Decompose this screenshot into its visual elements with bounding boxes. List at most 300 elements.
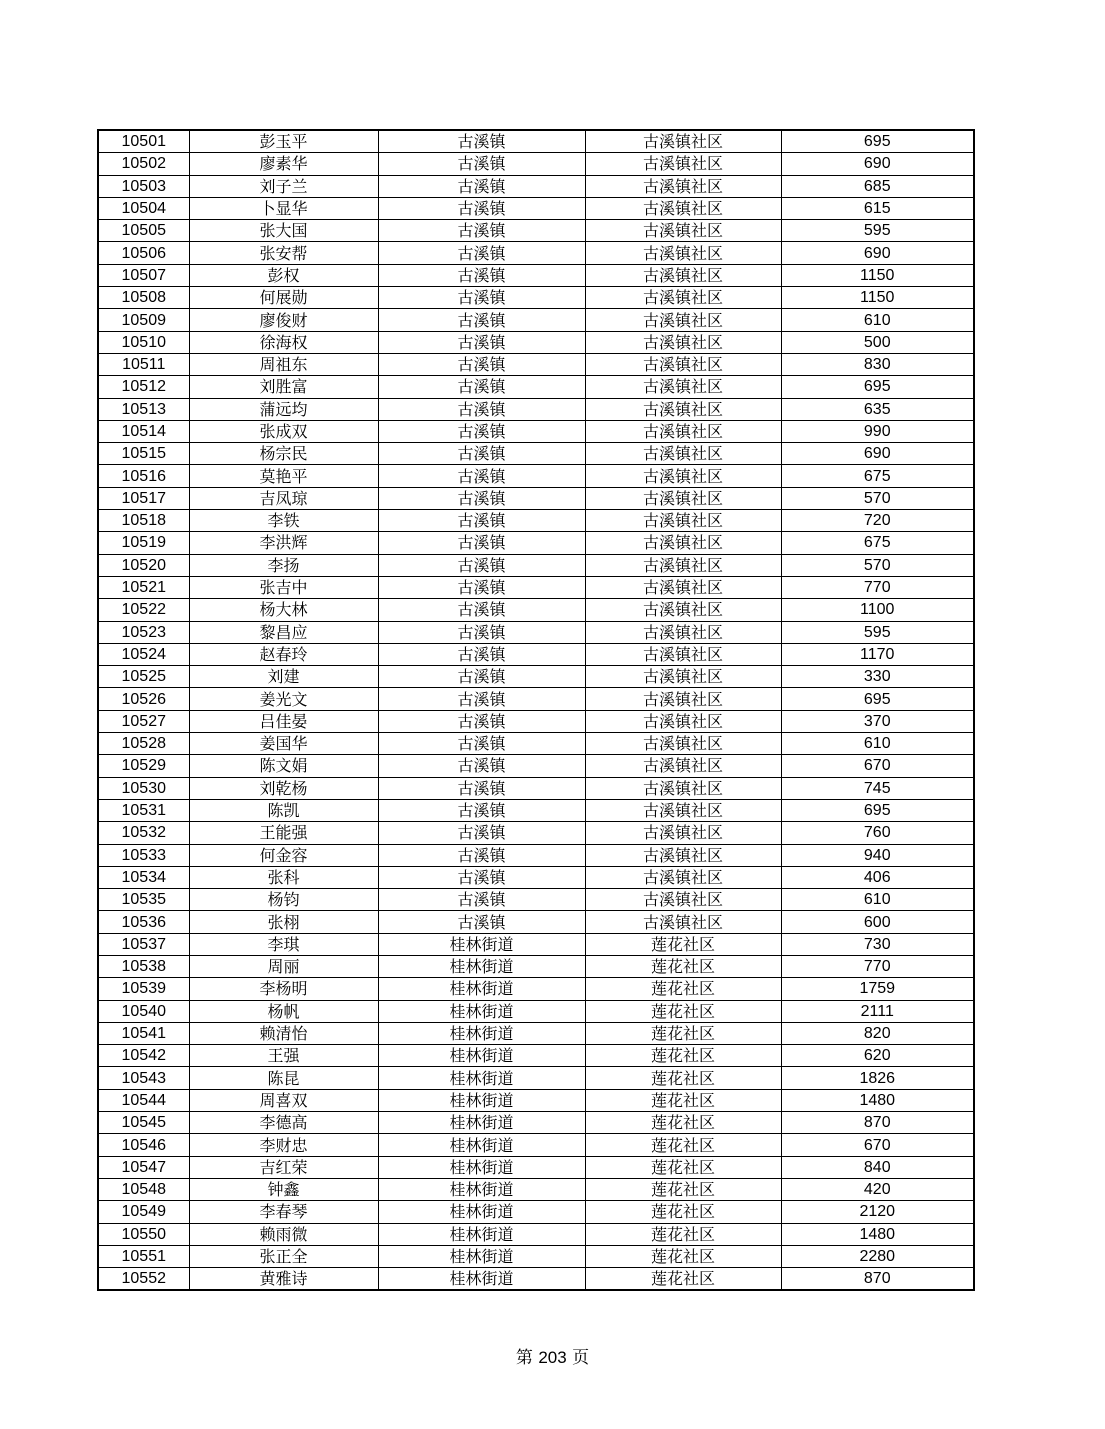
name-cell: 刘乾杨	[189, 777, 378, 799]
row-id-cell: 10532	[98, 822, 189, 844]
table-row	[98, 1045, 974, 1067]
name-cell: 张安帮	[189, 242, 378, 264]
name-cell: 张科	[189, 866, 378, 888]
name-cell: 黄雅诗	[189, 1268, 378, 1291]
amount-cell: 600	[781, 911, 974, 933]
row-id-cell: 10512	[98, 376, 189, 398]
name-cell: 王强	[189, 1045, 378, 1067]
data-table	[97, 129, 975, 1291]
row-id-cell: 10521	[98, 576, 189, 598]
amount-cell: 685	[781, 175, 974, 197]
community-cell: 古溪镇社区	[585, 353, 781, 375]
table-row	[98, 889, 974, 911]
row-id-cell: 10514	[98, 420, 189, 442]
row-id-cell: 10524	[98, 643, 189, 665]
amount-cell: 2120	[781, 1201, 974, 1223]
community-cell: 莲花社区	[585, 1134, 781, 1156]
community-cell: 古溪镇社区	[585, 554, 781, 576]
name-cell: 李杨明	[189, 978, 378, 1000]
name-cell: 何展勋	[189, 287, 378, 309]
name-cell: 吕佳晏	[189, 710, 378, 732]
row-id-cell: 10503	[98, 175, 189, 197]
name-cell: 刘子兰	[189, 175, 378, 197]
community-cell: 古溪镇社区	[585, 510, 781, 532]
amount-cell: 1480	[781, 1223, 974, 1245]
town-cell: 古溪镇	[378, 376, 585, 398]
community-cell: 古溪镇社区	[585, 220, 781, 242]
town-cell: 古溪镇	[378, 889, 585, 911]
page-number: 203	[538, 1348, 567, 1367]
table-row	[98, 287, 974, 309]
town-cell: 古溪镇	[378, 710, 585, 732]
table-row	[98, 1223, 974, 1245]
footer-suffix: 页	[572, 1348, 590, 1368]
town-cell: 古溪镇	[378, 822, 585, 844]
amount-cell: 610	[781, 309, 974, 331]
amount-cell: 620	[781, 1045, 974, 1067]
row-id-cell: 10535	[98, 889, 189, 911]
row-id-cell: 10510	[98, 331, 189, 353]
community-cell: 古溪镇社区	[585, 755, 781, 777]
town-cell: 桂林街道	[378, 1022, 585, 1044]
community-cell: 古溪镇社区	[585, 866, 781, 888]
amount-cell: 635	[781, 398, 974, 420]
town-cell: 桂林街道	[378, 1134, 585, 1156]
name-cell: 赵春玲	[189, 643, 378, 665]
town-cell: 桂林街道	[378, 1045, 585, 1067]
table-row	[98, 465, 974, 487]
row-id-cell: 10536	[98, 911, 189, 933]
amount-cell: 1480	[781, 1089, 974, 1111]
table-row	[98, 1067, 974, 1089]
name-cell: 姜国华	[189, 733, 378, 755]
name-cell: 廖俊财	[189, 309, 378, 331]
table-row	[98, 510, 974, 532]
table-row	[98, 599, 974, 621]
amount-cell: 2280	[781, 1245, 974, 1267]
name-cell: 徐海权	[189, 331, 378, 353]
table-row	[98, 755, 974, 777]
town-cell: 古溪镇	[378, 799, 585, 821]
town-cell: 桂林街道	[378, 1201, 585, 1223]
town-cell: 桂林街道	[378, 978, 585, 1000]
name-cell: 钟鑫	[189, 1178, 378, 1200]
row-id-cell: 10509	[98, 309, 189, 331]
row-id-cell: 10516	[98, 465, 189, 487]
table-row	[98, 643, 974, 665]
name-cell: 王能强	[189, 822, 378, 844]
row-id-cell: 10549	[98, 1201, 189, 1223]
name-cell: 姜光文	[189, 688, 378, 710]
name-cell: 周喜双	[189, 1089, 378, 1111]
community-cell: 古溪镇社区	[585, 487, 781, 509]
amount-cell: 830	[781, 353, 974, 375]
town-cell: 古溪镇	[378, 643, 585, 665]
town-cell: 桂林街道	[378, 1156, 585, 1178]
amount-cell: 615	[781, 197, 974, 219]
amount-cell: 610	[781, 889, 974, 911]
row-id-cell: 10511	[98, 353, 189, 375]
name-cell: 杨宗民	[189, 443, 378, 465]
town-cell: 古溪镇	[378, 175, 585, 197]
town-cell: 古溪镇	[378, 309, 585, 331]
community-cell: 古溪镇社区	[585, 197, 781, 219]
amount-cell: 610	[781, 733, 974, 755]
amount-cell: 870	[781, 1112, 974, 1134]
community-cell: 莲花社区	[585, 1045, 781, 1067]
table-row	[98, 309, 974, 331]
table-row	[98, 1000, 974, 1022]
community-cell: 莲花社区	[585, 1223, 781, 1245]
row-id-cell: 10508	[98, 287, 189, 309]
table-row	[98, 666, 974, 688]
town-cell: 古溪镇	[378, 153, 585, 175]
row-id-cell: 10529	[98, 755, 189, 777]
row-id-cell: 10531	[98, 799, 189, 821]
name-cell: 杨大林	[189, 599, 378, 621]
name-cell: 杨钧	[189, 889, 378, 911]
row-id-cell: 10533	[98, 844, 189, 866]
row-id-cell: 10534	[98, 866, 189, 888]
community-cell: 莲花社区	[585, 978, 781, 1000]
name-cell: 蒲远均	[189, 398, 378, 420]
amount-cell: 1150	[781, 287, 974, 309]
name-cell: 莫艳平	[189, 465, 378, 487]
table-row	[98, 688, 974, 710]
row-id-cell: 10541	[98, 1022, 189, 1044]
town-cell: 古溪镇	[378, 599, 585, 621]
community-cell: 古溪镇社区	[585, 287, 781, 309]
amount-cell: 675	[781, 532, 974, 554]
name-cell: 李财忠	[189, 1134, 378, 1156]
name-cell: 赖雨微	[189, 1223, 378, 1245]
amount-cell: 820	[781, 1022, 974, 1044]
town-cell: 古溪镇	[378, 554, 585, 576]
table-row	[98, 197, 974, 219]
name-cell: 张正全	[189, 1245, 378, 1267]
town-cell: 古溪镇	[378, 353, 585, 375]
row-id-cell: 10513	[98, 398, 189, 420]
name-cell: 周丽	[189, 955, 378, 977]
row-id-cell: 10538	[98, 955, 189, 977]
row-id-cell: 10517	[98, 487, 189, 509]
row-id-cell: 10505	[98, 220, 189, 242]
community-cell: 莲花社区	[585, 933, 781, 955]
row-id-cell: 10551	[98, 1245, 189, 1267]
town-cell: 古溪镇	[378, 242, 585, 264]
name-cell: 廖素华	[189, 153, 378, 175]
name-cell: 周祖东	[189, 353, 378, 375]
town-cell: 古溪镇	[378, 331, 585, 353]
amount-cell: 595	[781, 621, 974, 643]
community-cell: 莲花社区	[585, 1268, 781, 1291]
community-cell: 古溪镇社区	[585, 621, 781, 643]
community-cell: 古溪镇社区	[585, 130, 781, 153]
table-row	[98, 933, 974, 955]
amount-cell: 760	[781, 822, 974, 844]
amount-cell: 1100	[781, 599, 974, 621]
name-cell: 陈凯	[189, 799, 378, 821]
amount-cell: 690	[781, 153, 974, 175]
row-id-cell: 10537	[98, 933, 189, 955]
community-cell: 莲花社区	[585, 1000, 781, 1022]
community-cell: 古溪镇社区	[585, 844, 781, 866]
town-cell: 桂林街道	[378, 1112, 585, 1134]
table-row	[98, 1134, 974, 1156]
name-cell: 李铁	[189, 510, 378, 532]
name-cell: 刘胜富	[189, 376, 378, 398]
name-cell: 何金容	[189, 844, 378, 866]
amount-cell: 690	[781, 443, 974, 465]
town-cell: 古溪镇	[378, 911, 585, 933]
name-cell: 张吉中	[189, 576, 378, 598]
community-cell: 古溪镇社区	[585, 822, 781, 844]
table-row	[98, 376, 974, 398]
amount-cell: 770	[781, 576, 974, 598]
row-id-cell: 10502	[98, 153, 189, 175]
row-id-cell: 10504	[98, 197, 189, 219]
table-row	[98, 955, 974, 977]
amount-cell: 840	[781, 1156, 974, 1178]
community-cell: 古溪镇社区	[585, 643, 781, 665]
town-cell: 古溪镇	[378, 287, 585, 309]
community-cell: 莲花社区	[585, 1022, 781, 1044]
community-cell: 古溪镇社区	[585, 599, 781, 621]
table-row	[98, 866, 974, 888]
amount-cell: 1170	[781, 643, 974, 665]
town-cell: 古溪镇	[378, 264, 585, 286]
community-cell: 古溪镇社区	[585, 733, 781, 755]
community-cell: 古溪镇社区	[585, 242, 781, 264]
community-cell: 古溪镇社区	[585, 911, 781, 933]
town-cell: 古溪镇	[378, 398, 585, 420]
community-cell: 古溪镇社区	[585, 799, 781, 821]
row-id-cell: 10522	[98, 599, 189, 621]
community-cell: 莲花社区	[585, 1156, 781, 1178]
community-cell: 古溪镇社区	[585, 309, 781, 331]
town-cell: 桂林街道	[378, 1089, 585, 1111]
name-cell: 吉凤琼	[189, 487, 378, 509]
amount-cell: 1759	[781, 978, 974, 1000]
town-cell: 桂林街道	[378, 955, 585, 977]
name-cell: 陈昆	[189, 1067, 378, 1089]
table-row	[98, 443, 974, 465]
name-cell: 彭玉平	[189, 130, 378, 153]
row-id-cell: 10528	[98, 733, 189, 755]
community-cell: 古溪镇社区	[585, 175, 781, 197]
community-cell: 古溪镇社区	[585, 264, 781, 286]
name-cell: 张大国	[189, 220, 378, 242]
community-cell: 古溪镇社区	[585, 331, 781, 353]
amount-cell: 670	[781, 755, 974, 777]
amount-cell: 570	[781, 554, 974, 576]
row-id-cell: 10518	[98, 510, 189, 532]
name-cell: 李扬	[189, 554, 378, 576]
amount-cell: 745	[781, 777, 974, 799]
row-id-cell: 10544	[98, 1089, 189, 1111]
row-id-cell: 10527	[98, 710, 189, 732]
name-cell: 彭权	[189, 264, 378, 286]
amount-cell: 695	[781, 130, 974, 153]
amount-cell: 1150	[781, 264, 974, 286]
town-cell: 古溪镇	[378, 220, 585, 242]
table-row	[98, 331, 974, 353]
table-body	[98, 130, 974, 1290]
amount-cell: 330	[781, 666, 974, 688]
town-cell: 古溪镇	[378, 487, 585, 509]
amount-cell: 675	[781, 465, 974, 487]
town-cell: 古溪镇	[378, 197, 585, 219]
row-id-cell: 10520	[98, 554, 189, 576]
town-cell: 古溪镇	[378, 844, 585, 866]
table-row	[98, 242, 974, 264]
amount-cell: 690	[781, 242, 974, 264]
amount-cell: 595	[781, 220, 974, 242]
community-cell: 莲花社区	[585, 1112, 781, 1134]
community-cell: 古溪镇社区	[585, 153, 781, 175]
amount-cell: 570	[781, 487, 974, 509]
town-cell: 古溪镇	[378, 755, 585, 777]
row-id-cell: 10539	[98, 978, 189, 1000]
table-row	[98, 130, 974, 153]
amount-cell: 870	[781, 1268, 974, 1291]
table-row	[98, 353, 974, 375]
community-cell: 古溪镇社区	[585, 465, 781, 487]
table-row	[98, 220, 974, 242]
amount-cell: 730	[781, 933, 974, 955]
row-id-cell: 10545	[98, 1112, 189, 1134]
row-id-cell: 10550	[98, 1223, 189, 1245]
table-row	[98, 733, 974, 755]
row-id-cell: 10546	[98, 1134, 189, 1156]
community-cell: 莲花社区	[585, 955, 781, 977]
town-cell: 古溪镇	[378, 510, 585, 532]
town-cell: 古溪镇	[378, 420, 585, 442]
row-id-cell: 10530	[98, 777, 189, 799]
town-cell: 古溪镇	[378, 688, 585, 710]
row-id-cell: 10552	[98, 1268, 189, 1291]
row-id-cell: 10548	[98, 1178, 189, 1200]
town-cell: 桂林街道	[378, 1178, 585, 1200]
name-cell: 张成双	[189, 420, 378, 442]
table-row	[98, 978, 974, 1000]
amount-cell: 770	[781, 955, 974, 977]
amount-cell: 940	[781, 844, 974, 866]
town-cell: 桂林街道	[378, 1268, 585, 1291]
table-row	[98, 1089, 974, 1111]
name-cell: 杨帆	[189, 1000, 378, 1022]
table-row	[98, 487, 974, 509]
table-row	[98, 532, 974, 554]
table-row	[98, 1022, 974, 1044]
town-cell: 古溪镇	[378, 130, 585, 153]
name-cell: 李洪辉	[189, 532, 378, 554]
town-cell: 古溪镇	[378, 733, 585, 755]
name-cell: 张栩	[189, 911, 378, 933]
amount-cell: 695	[781, 799, 974, 821]
town-cell: 古溪镇	[378, 777, 585, 799]
row-id-cell: 10519	[98, 532, 189, 554]
table-row	[98, 822, 974, 844]
town-cell: 古溪镇	[378, 621, 585, 643]
amount-cell: 695	[781, 688, 974, 710]
table-row	[98, 621, 974, 643]
table-row	[98, 1156, 974, 1178]
community-cell: 古溪镇社区	[585, 398, 781, 420]
community-cell: 莲花社区	[585, 1201, 781, 1223]
town-cell: 桂林街道	[378, 1223, 585, 1245]
town-cell: 古溪镇	[378, 532, 585, 554]
footer-prefix: 第	[515, 1348, 533, 1368]
amount-cell: 420	[781, 1178, 974, 1200]
table-row	[98, 1178, 974, 1200]
community-cell: 莲花社区	[585, 1178, 781, 1200]
name-cell: 黎昌应	[189, 621, 378, 643]
amount-cell: 370	[781, 710, 974, 732]
amount-cell: 406	[781, 866, 974, 888]
community-cell: 古溪镇社区	[585, 376, 781, 398]
community-cell: 莲花社区	[585, 1245, 781, 1267]
row-id-cell: 10542	[98, 1045, 189, 1067]
table-row	[98, 777, 974, 799]
table-row	[98, 844, 974, 866]
table-row	[98, 153, 974, 175]
row-id-cell: 10515	[98, 443, 189, 465]
row-id-cell: 10543	[98, 1067, 189, 1089]
table-row	[98, 1201, 974, 1223]
table-row	[98, 420, 974, 442]
name-cell: 李琪	[189, 933, 378, 955]
amount-cell: 500	[781, 331, 974, 353]
table-row	[98, 175, 974, 197]
community-cell: 古溪镇社区	[585, 688, 781, 710]
community-cell: 古溪镇社区	[585, 532, 781, 554]
community-cell: 古溪镇社区	[585, 443, 781, 465]
town-cell: 古溪镇	[378, 576, 585, 598]
amount-cell: 670	[781, 1134, 974, 1156]
town-cell: 桂林街道	[378, 1067, 585, 1089]
row-id-cell: 10523	[98, 621, 189, 643]
community-cell: 古溪镇社区	[585, 576, 781, 598]
community-cell: 古溪镇社区	[585, 666, 781, 688]
name-cell: 李春琴	[189, 1201, 378, 1223]
amount-cell: 1826	[781, 1067, 974, 1089]
community-cell: 古溪镇社区	[585, 710, 781, 732]
town-cell: 桂林街道	[378, 1000, 585, 1022]
community-cell: 古溪镇社区	[585, 777, 781, 799]
name-cell: 李德高	[189, 1112, 378, 1134]
table-row	[98, 911, 974, 933]
name-cell: 赖清怡	[189, 1022, 378, 1044]
town-cell: 古溪镇	[378, 666, 585, 688]
community-cell: 莲花社区	[585, 1089, 781, 1111]
row-id-cell: 10526	[98, 688, 189, 710]
amount-cell: 720	[781, 510, 974, 532]
table-row	[98, 264, 974, 286]
table-row	[98, 1268, 974, 1291]
name-cell: 陈文娟	[189, 755, 378, 777]
table-row	[98, 710, 974, 732]
name-cell: 刘建	[189, 666, 378, 688]
page-footer	[0, 1343, 1105, 1368]
table-row	[98, 398, 974, 420]
community-cell: 莲花社区	[585, 1067, 781, 1089]
amount-cell: 990	[781, 420, 974, 442]
community-cell: 古溪镇社区	[585, 420, 781, 442]
table-row	[98, 576, 974, 598]
table-row	[98, 1112, 974, 1134]
town-cell: 桂林街道	[378, 933, 585, 955]
